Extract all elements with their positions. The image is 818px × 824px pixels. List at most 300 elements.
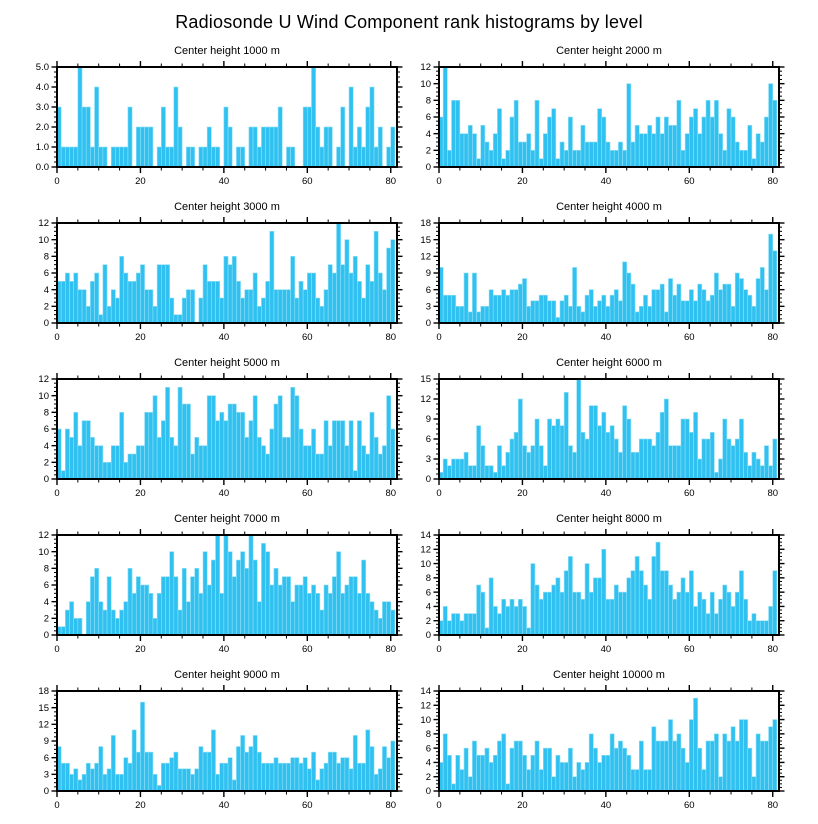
- x-tick-label: 20: [517, 800, 528, 811]
- bar: [286, 290, 290, 323]
- x-tick-label: 0: [54, 644, 60, 655]
- bar: [278, 585, 282, 635]
- bar: [631, 571, 635, 635]
- bar: [324, 585, 328, 635]
- bar: [236, 747, 240, 791]
- bar: [731, 606, 735, 635]
- bar: [282, 290, 286, 323]
- y-tick-label: 12: [420, 62, 431, 74]
- y-tick-label: 10: [38, 390, 49, 402]
- histogram-plot-3000m: [0, 215, 409, 355]
- bar: [447, 621, 451, 635]
- subplot-title: Center height 8000 m: [556, 513, 662, 525]
- bar: [673, 599, 677, 635]
- bar: [702, 117, 706, 167]
- bar: [228, 127, 232, 167]
- bar: [378, 454, 382, 479]
- bar: [203, 265, 207, 323]
- bar: [710, 432, 714, 479]
- x-tick-label: 80: [767, 488, 779, 499]
- y-tick-label: 10: [420, 558, 431, 570]
- bar: [552, 301, 556, 323]
- bar: [714, 614, 718, 635]
- bar: [760, 142, 764, 167]
- figure-10000m: [409, 668, 818, 824]
- bar: [207, 281, 211, 323]
- bar: [577, 379, 581, 479]
- bar: [337, 223, 341, 323]
- bar: [564, 571, 568, 635]
- bar: [74, 769, 78, 791]
- y-tick-label: 14: [420, 686, 431, 698]
- y-tick-label: 10: [420, 714, 431, 726]
- bar: [120, 412, 124, 479]
- x-tick-label: 80: [767, 176, 779, 187]
- bar: [366, 454, 370, 479]
- bar: [190, 147, 194, 167]
- bar: [211, 281, 215, 323]
- bar: [190, 454, 194, 479]
- bar: [216, 535, 220, 635]
- x-tick-label: 20: [135, 332, 146, 343]
- y-tick-label: 6: [43, 268, 49, 280]
- bar: [103, 147, 107, 167]
- bar: [531, 301, 535, 323]
- bar: [374, 610, 378, 635]
- bar: [481, 306, 485, 323]
- x-tick-label: 60: [684, 644, 695, 655]
- bar: [90, 769, 94, 791]
- bar: [74, 412, 78, 479]
- subplot-title: Center height 7000 m: [174, 513, 280, 525]
- x-tick-label: 40: [600, 800, 612, 811]
- bar: [99, 747, 103, 791]
- bar: [366, 593, 370, 635]
- bar: [99, 315, 103, 323]
- bar: [556, 578, 560, 635]
- figure-6000m: [409, 356, 818, 512]
- y-tick-label: 0: [43, 318, 49, 330]
- bar: [220, 763, 224, 791]
- bar: [627, 755, 631, 791]
- bar: [95, 568, 99, 635]
- bar: [764, 117, 768, 167]
- bar: [623, 592, 627, 635]
- bar: [236, 281, 240, 323]
- bar: [161, 107, 165, 167]
- x-tick-label: 80: [385, 800, 397, 811]
- x-tick-label: 0: [436, 332, 442, 343]
- bar: [572, 150, 576, 167]
- bar: [307, 273, 311, 323]
- bar: [447, 755, 451, 791]
- bar: [660, 571, 664, 635]
- bar: [341, 421, 345, 479]
- y-tick-label: 2: [425, 615, 431, 627]
- bar: [241, 412, 245, 479]
- y-tick-label: 5.0: [35, 62, 49, 74]
- bar: [291, 387, 295, 479]
- bar: [648, 770, 652, 791]
- y-tick-label: 9: [43, 736, 49, 748]
- bar: [547, 592, 551, 635]
- bar: [165, 147, 169, 167]
- bar: [145, 412, 149, 479]
- bar: [539, 295, 543, 323]
- bar: [307, 446, 311, 479]
- bar: [639, 571, 643, 635]
- bar: [295, 298, 299, 323]
- bar: [443, 459, 447, 479]
- histogram-plot-8000m: [409, 527, 818, 667]
- bar: [518, 399, 522, 479]
- bar: [668, 720, 672, 791]
- bar: [149, 593, 153, 635]
- bar: [157, 437, 161, 479]
- bar: [274, 127, 278, 167]
- bar: [685, 592, 689, 635]
- bar: [443, 67, 447, 167]
- bar: [756, 459, 760, 479]
- figure-8000m: [409, 512, 818, 668]
- bar: [232, 404, 236, 479]
- bar: [652, 446, 656, 479]
- bar: [689, 290, 693, 323]
- bar: [120, 774, 124, 791]
- bar: [677, 734, 681, 791]
- bar: [337, 763, 341, 791]
- y-tick-label: 9: [425, 268, 431, 280]
- bar: [286, 437, 290, 479]
- bar: [378, 618, 382, 635]
- bar: [111, 735, 115, 791]
- bar: [698, 284, 702, 323]
- bar: [149, 127, 153, 167]
- bar: [124, 602, 128, 635]
- bar: [349, 577, 353, 635]
- bar: [253, 127, 257, 167]
- bar: [689, 571, 693, 635]
- figure-5000m: [0, 356, 409, 512]
- x-tick-label: 60: [302, 488, 313, 499]
- subplot-title: Center height 3000 m: [174, 201, 280, 213]
- bar: [539, 446, 543, 479]
- bar: [552, 426, 556, 479]
- bar: [643, 134, 647, 167]
- histogram-plot-7000m: [0, 527, 409, 667]
- bar: [572, 452, 576, 479]
- bar: [585, 142, 589, 167]
- bar: [627, 578, 631, 635]
- bar: [103, 265, 107, 323]
- bar: [328, 265, 332, 323]
- bar: [497, 446, 501, 479]
- bar: [489, 578, 493, 635]
- bar: [182, 404, 186, 479]
- bar: [564, 762, 568, 791]
- bar: [270, 585, 274, 635]
- bar: [489, 290, 493, 323]
- bar: [157, 147, 161, 167]
- bar: [295, 758, 299, 791]
- bar: [207, 585, 211, 635]
- x-tick-label: 60: [302, 332, 313, 343]
- bar: [170, 437, 174, 479]
- bar: [481, 125, 485, 167]
- bar: [61, 471, 65, 479]
- bar: [199, 593, 203, 635]
- bar: [65, 147, 69, 167]
- bar: [332, 273, 336, 323]
- bar: [744, 599, 748, 635]
- bar: [606, 432, 610, 479]
- bar: [452, 100, 456, 167]
- bar: [253, 735, 257, 791]
- bar: [731, 117, 735, 167]
- bar: [186, 602, 190, 635]
- bar: [86, 421, 90, 479]
- bar: [652, 134, 656, 167]
- bar: [61, 627, 65, 635]
- bar: [216, 421, 220, 479]
- bar: [656, 290, 660, 323]
- bar: [731, 727, 735, 791]
- bar: [639, 439, 643, 479]
- bar: [602, 412, 606, 479]
- bar: [527, 452, 531, 479]
- bar: [506, 606, 510, 635]
- x-tick-label: 60: [684, 488, 695, 499]
- bar: [190, 290, 194, 323]
- bar: [606, 306, 610, 323]
- bar: [387, 248, 391, 323]
- bar: [115, 298, 119, 323]
- bar: [727, 741, 731, 791]
- bar: [199, 147, 203, 167]
- bar: [128, 763, 132, 791]
- subplot-title: Center height 5000 m: [174, 357, 280, 369]
- bar: [539, 599, 543, 635]
- x-tick-label: 20: [135, 176, 146, 187]
- bar: [723, 419, 727, 479]
- bar: [581, 599, 585, 635]
- bar: [216, 774, 220, 791]
- bar: [291, 147, 295, 167]
- bar: [132, 454, 136, 479]
- bar: [560, 142, 564, 167]
- y-tick-label: 3: [425, 454, 431, 466]
- bar: [153, 774, 157, 791]
- bar: [124, 147, 128, 167]
- x-tick-label: 0: [54, 176, 60, 187]
- bar: [190, 577, 194, 635]
- bar: [522, 446, 526, 479]
- x-tick-label: 20: [517, 488, 528, 499]
- bar: [468, 125, 472, 167]
- bar: [610, 599, 614, 635]
- bar: [216, 281, 220, 323]
- bar: [266, 127, 270, 167]
- bar: [261, 763, 265, 791]
- bar: [535, 100, 539, 167]
- bar: [668, 446, 672, 479]
- bar: [493, 606, 497, 635]
- bar: [589, 734, 593, 791]
- bar: [353, 577, 357, 635]
- y-tick-label: 1.0: [35, 142, 49, 154]
- bar: [161, 421, 165, 479]
- bar: [299, 585, 303, 635]
- bar: [332, 752, 336, 791]
- bar: [656, 542, 660, 635]
- bar: [735, 142, 739, 167]
- bar: [706, 439, 710, 479]
- bar: [136, 446, 140, 479]
- bar: [752, 452, 756, 479]
- bar: [572, 267, 576, 323]
- bar: [618, 592, 622, 635]
- bar: [535, 301, 539, 323]
- bar: [664, 312, 668, 323]
- bar: [165, 387, 169, 479]
- bar: [656, 117, 660, 167]
- bar: [443, 606, 447, 635]
- y-tick-label: 3.0: [35, 102, 49, 114]
- bar: [387, 758, 391, 791]
- y-tick-label: 6: [43, 752, 49, 764]
- bar: [648, 599, 652, 635]
- bar: [660, 741, 664, 791]
- bar: [673, 125, 677, 167]
- bar: [182, 298, 186, 323]
- bar: [257, 147, 261, 167]
- bar: [278, 290, 282, 323]
- x-tick-label: 80: [767, 800, 779, 811]
- bar: [341, 758, 345, 791]
- bar: [65, 763, 69, 791]
- bar: [70, 281, 74, 323]
- y-tick-label: 0: [43, 630, 49, 642]
- bar: [623, 406, 627, 479]
- bar: [74, 618, 78, 635]
- bar: [648, 439, 652, 479]
- bar: [165, 265, 169, 323]
- x-tick-label: 20: [517, 332, 528, 343]
- bar: [585, 762, 589, 791]
- bar: [241, 298, 245, 323]
- bar: [303, 446, 307, 479]
- bar: [681, 419, 685, 479]
- bar: [232, 577, 236, 635]
- bar: [374, 231, 378, 323]
- y-tick-label: 6: [425, 112, 431, 124]
- bar: [685, 134, 689, 167]
- y-tick-label: 9: [425, 414, 431, 426]
- bar: [693, 698, 697, 791]
- bar: [698, 592, 702, 635]
- bar: [307, 769, 311, 791]
- bar: [136, 127, 140, 167]
- bar: [744, 452, 748, 479]
- y-tick-label: 4: [425, 757, 431, 769]
- y-tick-label: 8: [43, 251, 49, 263]
- bar: [374, 774, 378, 791]
- bar: [95, 446, 99, 479]
- bar: [535, 585, 539, 635]
- bar: [547, 301, 551, 323]
- bar: [328, 752, 332, 791]
- bar: [178, 387, 182, 479]
- bar: [78, 290, 82, 323]
- bar: [673, 446, 677, 479]
- bar: [618, 452, 622, 479]
- x-tick-label: 40: [218, 800, 230, 811]
- bar: [456, 614, 460, 635]
- bar: [564, 392, 568, 479]
- bar: [362, 446, 366, 479]
- bar: [145, 127, 149, 167]
- bar: [153, 396, 157, 479]
- bar: [506, 784, 510, 791]
- bar: [627, 273, 631, 323]
- bar: [207, 127, 211, 167]
- bar: [86, 602, 90, 635]
- bar: [391, 741, 395, 791]
- x-tick-label: 0: [436, 800, 442, 811]
- bar: [552, 109, 556, 167]
- bar: [282, 437, 286, 479]
- bar: [643, 770, 647, 791]
- bar: [186, 290, 190, 323]
- bar: [572, 777, 576, 791]
- bar: [311, 67, 315, 167]
- bar: [182, 568, 186, 635]
- bar: [514, 741, 518, 791]
- bar: [769, 606, 773, 635]
- bar: [324, 421, 328, 479]
- bar: [332, 421, 336, 479]
- bar: [543, 748, 547, 791]
- bar: [656, 741, 660, 791]
- bar: [502, 734, 506, 791]
- bar: [593, 578, 597, 635]
- x-tick-label: 20: [517, 644, 528, 655]
- y-tick-label: 2: [43, 613, 49, 625]
- bar: [253, 396, 257, 479]
- bar: [577, 306, 581, 323]
- figure-9000m: [0, 668, 409, 824]
- bar: [357, 593, 361, 635]
- bar: [614, 585, 618, 635]
- bar: [560, 762, 564, 791]
- y-tick-label: 8: [425, 729, 431, 741]
- bar: [739, 419, 743, 479]
- bar: [128, 281, 132, 323]
- bar: [245, 568, 249, 635]
- bar: [527, 770, 531, 791]
- bar: [556, 755, 560, 791]
- bar: [756, 734, 760, 791]
- bar: [295, 396, 299, 479]
- bar: [245, 752, 249, 791]
- bar: [174, 752, 178, 791]
- x-tick-label: 80: [767, 644, 779, 655]
- x-tick-label: 60: [684, 800, 695, 811]
- x-tick-label: 0: [54, 800, 60, 811]
- bar: [136, 273, 140, 323]
- bar: [378, 273, 382, 323]
- bar: [773, 100, 777, 167]
